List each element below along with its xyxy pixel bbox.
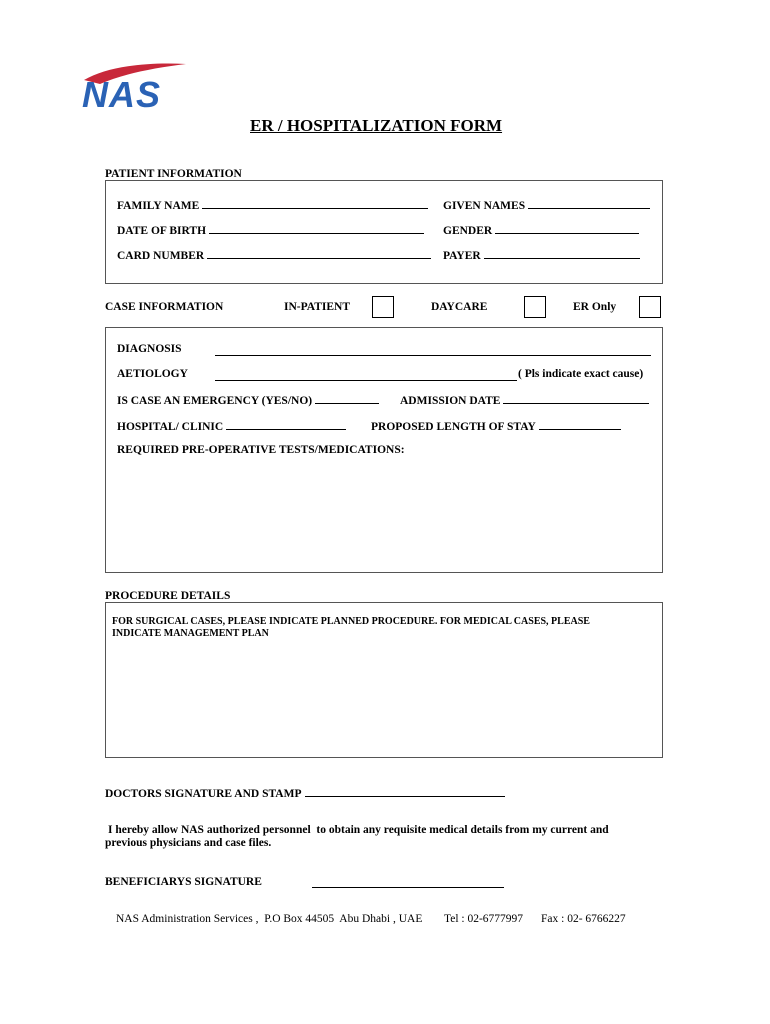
emergency-field[interactable] — [117, 393, 379, 407]
aetiology-note: ( Pls indicate exact cause) — [518, 368, 644, 380]
dob-field[interactable] — [117, 223, 424, 237]
logo-text: NAS — [82, 74, 162, 115]
footer-tel: Tel : 02-6777997 — [444, 913, 524, 925]
diagnosis-label: DIAGNOSIS — [117, 343, 182, 355]
tests-label: REQUIRED PRE-OPERATIVE TESTS/MEDICATIONS: — [117, 444, 405, 456]
stay-length-field[interactable] — [371, 419, 621, 433]
procedure-instructions-2: INDICATE MANAGEMENT PLAN — [112, 628, 269, 639]
doctor-signature-label: DOCTORS SIGNATURE AND STAMP — [105, 788, 302, 800]
given-names-label: GIVEN NAMES — [443, 200, 526, 212]
family-name-label: FAMILY NAME — [117, 200, 200, 212]
footer-address: NAS Administration Services , P.O Box 44505 Abu Dhabi , UAE — [116, 913, 423, 925]
procedure-input-area[interactable] — [112, 644, 656, 752]
consent-text-1: I hereby allow NAS authorized personnel to obtain any requisite medical details from my current and — [108, 824, 609, 836]
beneficiary-signature-label: BENEFICIARYS SIGNATURE — [105, 876, 262, 888]
admission-date-field[interactable] — [400, 393, 649, 407]
er-only-checkbox[interactable] — [639, 296, 661, 318]
procedure-instructions-1: FOR SURGICAL CASES, PLEASE INDICATE PLANNED PROCEDURE. FOR MEDICAL CASES, PLEASE — [112, 616, 590, 627]
gender-field[interactable] — [443, 223, 639, 237]
er-only-label: ER Only — [573, 301, 617, 313]
form-title: ER / HOSPITALIZATION FORM — [250, 116, 503, 135]
admission-date-label: ADMISSION DATE — [400, 395, 501, 407]
hospital-label: HOSPITAL/ CLINIC — [117, 421, 224, 433]
beneficiary-signature-line[interactable] — [312, 876, 504, 888]
inpatient-checkbox[interactable] — [372, 296, 394, 318]
emergency-label: IS CASE AN EMERGENCY (YES/NO) — [117, 395, 313, 407]
stay-length-label: PROPOSED LENGTH OF STAY — [371, 421, 536, 433]
card-number-field[interactable] — [117, 248, 431, 262]
family-name-field[interactable] — [117, 198, 428, 212]
aetiology-line[interactable] — [215, 370, 517, 381]
doctor-signature-field[interactable] — [105, 786, 505, 800]
aetiology-label: AETIOLOGY — [117, 368, 188, 380]
nas-logo — [78, 60, 190, 115]
daycare-label: DAYCARE — [431, 301, 488, 313]
tests-input-area[interactable] — [115, 460, 655, 566]
card-number-label: CARD NUMBER — [117, 250, 205, 262]
given-names-field[interactable] — [443, 198, 650, 212]
gender-label: GENDER — [443, 225, 493, 237]
inpatient-label: IN-PATIENT — [284, 301, 351, 313]
diagnosis-line[interactable] — [215, 345, 651, 356]
patient-info-heading: PATIENT INFORMATION — [105, 168, 242, 180]
daycare-checkbox[interactable] — [524, 296, 546, 318]
footer-fax: Fax : 02- 6766227 — [541, 913, 626, 925]
payer-field[interactable] — [443, 248, 640, 262]
payer-label: PAYER — [443, 250, 481, 262]
consent-text-2: previous physicians and case files. — [105, 837, 272, 849]
dob-label: DATE OF BIRTH — [117, 225, 207, 237]
procedure-heading: PROCEDURE DETAILS — [105, 590, 231, 602]
case-info-heading: CASE INFORMATION — [105, 301, 224, 313]
hospital-field[interactable] — [117, 419, 346, 433]
